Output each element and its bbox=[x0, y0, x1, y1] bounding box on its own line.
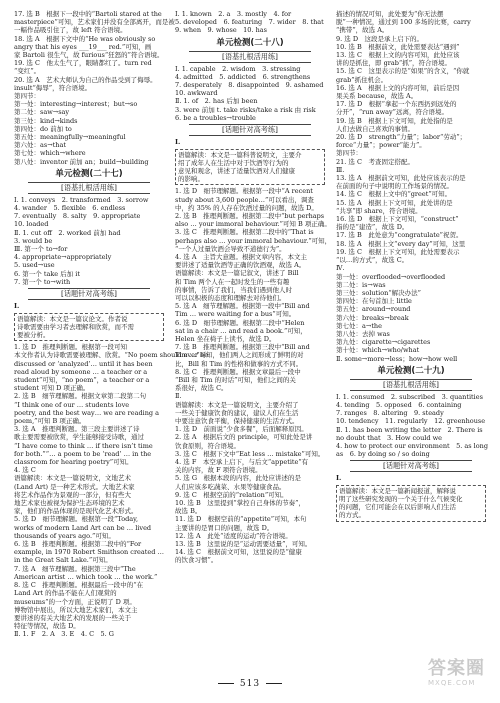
part-one-label: Ⅰ. bbox=[175, 138, 181, 147]
answer-line: 第四节： bbox=[14, 92, 40, 101]
answer-line: 饮食原则，符合语境。 bbox=[175, 441, 240, 450]
answer-line: 中要注意饮食平衡，保持健康的生活方式。 bbox=[175, 417, 299, 426]
answer-line: “I have come to think … if there isn’t time bbox=[14, 441, 153, 450]
answer-line: Ⅱ. bbox=[175, 392, 182, 401]
answer-line: 第十处：which→who/what bbox=[336, 346, 420, 355]
answer-line: 描述的情况可知，此处要为“你无法摆 bbox=[336, 10, 444, 18]
watermark-logo bbox=[428, 659, 494, 697]
answer-line: 19. 选 C 根据上下文可知，此处需要表示 bbox=[336, 247, 460, 256]
answer-line: 第三处：kind→kinds bbox=[14, 116, 78, 125]
answer-line: poem,”可知 B 项正确。 bbox=[14, 417, 86, 426]
answer-line: 20. 选 D strength“力量”；labor“劳动”； bbox=[336, 133, 467, 142]
explanation-line: 诗歌需要由学习者去理解和欣赏，而不需 bbox=[17, 322, 134, 331]
vocab-answer-line: Ⅲ. 第一个 to→for bbox=[14, 245, 68, 254]
answer-line: sat in a chair … and read a book.”可知， bbox=[175, 326, 307, 335]
answer-line: (Land Art) 是一种艺术形式。大地艺术家 bbox=[14, 482, 135, 491]
answer-line: 20. 选 A 艺术大师认为自己的作品受到了侮辱。 bbox=[14, 75, 157, 84]
section-topic-practice: [话题针对高考练] bbox=[189, 124, 311, 136]
answer-line: 人们去做自己喜欢的事情。 bbox=[336, 124, 414, 133]
explanation-line: 要被分析。 bbox=[17, 331, 50, 339]
answer-line: 1. 选 D 推理判断题。根据第一段可知 bbox=[14, 343, 128, 352]
answer-line: 7. 选 B 推理判断题。根据第三段中“Bill and bbox=[175, 343, 310, 352]
vocab-answer-line: 4. wander 5. flexible 6. endless bbox=[14, 204, 126, 213]
answer-line: student”可知，“no poem”，a teacher or a bbox=[14, 376, 150, 385]
answer-line: 特征等情况，故选 D。 bbox=[14, 622, 80, 631]
answer-line: 指的是“建造”，故选 D。 bbox=[336, 223, 409, 232]
answer-line: study about 3,600 people…”可以看出，调查 bbox=[175, 195, 314, 204]
answer-line: 要讲述的有关大地艺术的发展的一些关于 bbox=[14, 613, 131, 622]
vocab-answer-line: 7. eventually 8. salty 9. appropriate bbox=[14, 212, 141, 221]
section-vocab-practice: [语基扎根活用练] bbox=[350, 379, 472, 391]
answer-line: 系很好，故选 C。 bbox=[175, 384, 228, 393]
answer-line: 13. 选 C 根据上文的内容可知，此处应该 bbox=[336, 51, 460, 60]
answer-line: 家 Bartoli 很生气，故 furious“狂怒的”符合语境。 bbox=[14, 51, 164, 60]
explanation-line: 的问题，它们可能会在以后影响人们生活 bbox=[339, 503, 456, 512]
answer-line: 5. 选 D 细节理解题。根据第一段“Today, bbox=[14, 515, 139, 524]
answer-line: 第九处：cigarette→cigarettes bbox=[336, 338, 431, 347]
answer-line: poetry, and the best way… we are reading a bbox=[14, 408, 160, 417]
answer-line: 16. 选 A 根据上文的内容可知，前后是因 bbox=[336, 83, 460, 92]
answer-line: 10. 选 B 这里提到“掌控自己身体的节奏”， bbox=[175, 499, 305, 508]
answer-line: 2. 选 B 推理判断题。根据第二段中“but perhaps bbox=[175, 211, 325, 220]
column-middle-top-answers bbox=[175, 10, 325, 35]
answer-line: 第二处：is→was bbox=[336, 280, 386, 289]
explanation-line: 的影响。 bbox=[178, 175, 204, 184]
answer-line: in the Great Salt Lake.”可知。 bbox=[14, 556, 112, 565]
answer-line: 5. 选 A 细节理解题。根据第一段中“Bill and bbox=[175, 302, 310, 311]
answer-line: 第七处：which→where bbox=[14, 149, 86, 158]
answer-line: 12. 选 A 此处“适度的运动”符合语境。 bbox=[175, 531, 292, 540]
answer-line: 分开”，“run away”远离，符合语境。 bbox=[336, 108, 449, 117]
page-number-dash-right bbox=[266, 683, 282, 684]
answer-line: 15. 选 C 这里表示的是“如果”的含义，“你就 bbox=[336, 67, 470, 76]
answer-line: thousands of years ago.”可知。 bbox=[14, 531, 115, 540]
answer-line: 3. 选 C 推理判断题。根据第二段中的“That is bbox=[175, 228, 314, 237]
answer-line: 可以以积极的态度和理解去对待他们。 bbox=[175, 293, 286, 302]
answer-line: 第八处：去掉 was bbox=[336, 329, 390, 338]
answer-line: 6. 选 B 推理判断题。根据第二段中的“For bbox=[14, 540, 142, 549]
answer-line: 2. 选 A 根据后文的 principle，可知此处是讲 bbox=[175, 433, 313, 442]
column-left-top-answers bbox=[14, 10, 175, 166]
answer-line: 6. 选 D 细节理解题。根据第二段中“Helen bbox=[175, 318, 305, 327]
answer-line: example, in 1970 Robert Smithson created … bbox=[14, 548, 164, 557]
column-middle bbox=[175, 10, 332, 670]
watermark-main-text: 答案圈 bbox=[428, 658, 485, 679]
unit-27-title: 单元检测(二十七) bbox=[55, 168, 123, 179]
answer-line: “以…的方式”，故选 C。 bbox=[336, 256, 409, 265]
unit-28-title: 单元检测(二十八) bbox=[216, 37, 284, 48]
vocab-answers bbox=[336, 392, 489, 459]
answer-line: force“力量”；power“能力”。 bbox=[336, 141, 426, 150]
answer-line: Ⅱ. 1. F 2. A 3. E 4. C 5. G bbox=[14, 630, 115, 639]
answer-line: 果关系 because，故选 A。 bbox=[336, 92, 418, 101]
answer-line: 15. 选 A 根据上下文可知，此处讲的是 bbox=[336, 198, 453, 207]
answer-line: classroom for hearing poetry”可知。 bbox=[14, 458, 133, 467]
vocab-answer-line: as 6. by doing so / so doing bbox=[336, 450, 430, 459]
answer-line: 中，约 35% 的人存在饮酒过量的问题，故选 D。 bbox=[175, 203, 318, 212]
answer-line: 博物馆中展出，所以大地艺术家们，本文主 bbox=[14, 605, 138, 614]
answer-line: 地艺术家也被视为保护生态环境的艺术 bbox=[14, 499, 125, 508]
answer-line: 在前面的句子中说明的工作场景的情况。 bbox=[336, 182, 453, 191]
answer-line: 8. 选 C 推理判断题。根据文章最后一段中 bbox=[175, 367, 301, 376]
answer-line: “共享”即 share，符合语境。 bbox=[336, 206, 422, 215]
answer-line: 7. 选 A 细节理解题。根据第三段中“The bbox=[14, 564, 136, 573]
answer-line: Tim … were waiting for a bus”可知。 bbox=[175, 310, 296, 319]
answer-line: Tim …”可知，他们两人之间形成了鲜明的对 bbox=[175, 351, 304, 360]
answer-line: 16. 选 D 根据上下文可知，“construct” bbox=[336, 215, 459, 224]
explanation-line: 语篇解读：本文是一篇议论文。作者说 bbox=[17, 314, 128, 323]
answer-line: 11. 选 D 根据空前的“appetite”可知，本句 bbox=[175, 515, 307, 524]
answer-line: 4. 选 C bbox=[14, 466, 36, 475]
answer-line: museums”的一个方面，正说明了 D 项。 bbox=[14, 597, 136, 606]
answer-line: 3. 选 A 推理判断题。第三段主要讲述了诗 bbox=[14, 425, 140, 434]
answer-line: 19. 选 B 根据上下文可知，此处指的是 bbox=[336, 116, 453, 125]
answer-line: 14. 选 C 根据前文可知，这里说的是“健康 bbox=[175, 548, 302, 557]
vocab-answer-line: Ⅱ. 1. cut off 2. worked 前加 had bbox=[14, 228, 121, 237]
vocab-answer-line: 5. used→use bbox=[14, 261, 55, 270]
answer-line: read aloud by someone … a teacher or a bbox=[14, 367, 148, 376]
vocab-answers bbox=[14, 196, 164, 286]
explanation-line: 的方式。 bbox=[339, 511, 365, 520]
answer-line: American artist … which took … the work.” bbox=[14, 572, 158, 581]
answer-line: 语篇解读：本文是一篇说明文，主要介绍了 bbox=[175, 400, 299, 409]
vocab-answer-line: 6. 第一个 take 后加 it bbox=[14, 269, 80, 278]
answer-line: 第五处：meaningfully→meaningful bbox=[14, 133, 126, 142]
answer-line: also … your immoral behaviour.”可知 B 项正确。 bbox=[175, 220, 331, 229]
answer-line: 10. 选 B 根据前文，此处需要表达“遇到” bbox=[336, 42, 460, 51]
answer-line: 本文作者认为诗歌需要被理解、欣赏。“No poem should ever be bbox=[14, 351, 209, 360]
answer-line: 第四节： bbox=[336, 149, 362, 158]
answer-line: 人们应该多吃蔬菜、水果等健康食品。 bbox=[175, 482, 286, 491]
explanation-line: 语篇解读：本文是一篇新闻报道，解释说 bbox=[339, 486, 456, 495]
answer-line: 语篇解读：本文是一篇说明文，文地艺术 bbox=[14, 474, 131, 483]
answer-line: 9. 选 D 这段是承上启下的。 bbox=[336, 34, 424, 43]
answer-line: 4. 选 F 本空承上启下，与后文“appetite”有 bbox=[175, 458, 309, 467]
answer-line: 13. 选 B 这里说的是“运动需要适量”，可知。 bbox=[175, 540, 312, 549]
answer-line: 的饮食习惯”。 bbox=[175, 556, 218, 565]
answer-line: perhaps also … your immoral behaviour.”可知， bbox=[175, 236, 332, 245]
vocab-answer-line: Ⅰ. 1. conveys 2. transformed 3. sorrow bbox=[14, 195, 149, 204]
section-topic-practice: [话题针对高考练] bbox=[350, 460, 472, 472]
answer-line: 第四处：do 前加 to bbox=[14, 124, 72, 133]
answer-line: 9. when 9. whose 10. has bbox=[175, 26, 267, 35]
answer-line: 一些关于健康饮食的建议，建议人们在生活 bbox=[175, 408, 299, 417]
answer-line: 4. 选 A 主旨大意题。根据文章内容，本文主 bbox=[175, 252, 308, 261]
column-right-top-answers bbox=[336, 10, 486, 355]
answer-line: 第八处：inventor 前加 an；build→building bbox=[14, 157, 149, 166]
vocab-answer-line: 10. loaded bbox=[14, 220, 49, 229]
page-number-dash-left bbox=[218, 683, 234, 684]
answer-line: for both.”“… a poem to be ‘read’ … in the bbox=[14, 449, 152, 458]
passage-explanation-box bbox=[336, 485, 486, 522]
answer-line: “I think one of our … students love bbox=[14, 400, 130, 409]
answer-line: 讲的是抓住，即 grab“抓”，符合语境。 bbox=[336, 59, 452, 68]
vocab-answer-line: 4. how to protect our environment 5. as long bbox=[336, 441, 489, 450]
answer-line: “变红”。 bbox=[14, 67, 41, 76]
vocab-answer-line: Ⅰ. 1. capable 2. wisdom 3. stressing bbox=[175, 64, 301, 73]
answer-line: angry that his eyes ___19___ red.”可知，画 bbox=[14, 42, 152, 51]
answer-line: 家，他们的作品体现的是现代化艺术形式。 bbox=[14, 507, 138, 516]
answer-line: 第二处：saw→say bbox=[14, 108, 70, 117]
answer-line: 1. 选 D 细节理解题。根据第一段中“A recent bbox=[175, 187, 313, 196]
vocab-answer-line: 7. desperately 8. disappointed 9. ashamed bbox=[175, 81, 324, 90]
answer-line: 1. 选 D 前面说“少食多餐”，后面解释原因。 bbox=[175, 425, 308, 434]
answer-line: 第七处：a→the bbox=[336, 321, 382, 330]
answer-line: 故选 B。 bbox=[175, 507, 202, 516]
answer-line: 17. 选 D 根据“拿起一个东西扔到远处的 bbox=[336, 100, 457, 109]
answer-line: Helen 坐在椅子上读书，故选 D。 bbox=[175, 335, 276, 343]
answer-line: 9. 选 C 根据空前的“relation”可知。 bbox=[175, 490, 288, 499]
answer-line: Land Art 的作品不能在人们观赏的 bbox=[14, 589, 117, 598]
answer-line: 17. 选 B 根据下一段中的“Bartoli stared at the bbox=[14, 10, 162, 18]
vocab-answer-line: 7. ranges 8. altering 9. steady bbox=[336, 409, 444, 418]
answer-line: 19. 选 C 他太生气了，眼睛都红了。turn red bbox=[14, 59, 152, 68]
vocab-answer-line: no doubt that 3. How could we bbox=[336, 433, 442, 442]
explanation-line: 语篇解读：本文是一篇科普说明文，主要介 bbox=[178, 150, 302, 159]
answer-line: 歌主要需要被欣赏，学生能够接受诗歌，通过 bbox=[14, 433, 144, 442]
answer-line: 第一处：interesting→interest；but→so bbox=[14, 100, 138, 109]
answer-line: Ⅳ. bbox=[336, 264, 345, 273]
answer-line: 8. 选 C 推理判断题。根据最后一段中的“在 bbox=[14, 581, 144, 590]
column-right bbox=[336, 10, 489, 670]
vocab-answer-line: 3. were 前加 t. take risks/take a risk 由 risk bbox=[175, 105, 316, 114]
answer-line: 第三处：solution“解决办法” bbox=[336, 288, 421, 297]
answer-line: 一幅作品吸引住了，故 left 符合语境。 bbox=[14, 26, 127, 35]
answer-line: 将艺术作品作为景观的一部分，但有些大 bbox=[14, 490, 131, 499]
answer-line: 要讲述了适量饮酒等正确的饮酒观，故选 A。 bbox=[175, 261, 306, 270]
answer-line: Ⅲ. bbox=[336, 165, 345, 174]
answer-line: 主要讲的是胃口的问题，故选 D。 bbox=[175, 523, 274, 532]
part-one-label: Ⅰ. bbox=[14, 302, 20, 311]
answer-line: 5. 选 G 根据本段的内容，此处应讲述的是 bbox=[175, 474, 302, 483]
vocab-answer-line: Ⅱ. 1. has been writing the letter 2. There is bbox=[336, 425, 483, 434]
answer-line: 关的内容，故 F 项符合语境。 bbox=[175, 466, 262, 475]
answer-line: 5. developed 6. featuring 7. wider 8. that bbox=[175, 18, 324, 27]
passage-explanation-box bbox=[175, 149, 325, 186]
watermark-sub-text: MXQE.COM bbox=[428, 679, 476, 687]
answer-line: 21. 选 C 考查固定搭配。 bbox=[336, 157, 414, 166]
section-vocab-practice: [语基扎根活用练] bbox=[189, 51, 311, 63]
reading-answers bbox=[175, 187, 332, 565]
page-number bbox=[0, 680, 500, 688]
vocab-answers bbox=[175, 65, 325, 122]
answer-line: 第六处：as→that bbox=[14, 141, 66, 150]
explanation-line: 意见和观念，讲述了适量饮酒对人们健康 bbox=[178, 166, 295, 175]
vocab-answer-line: 4. admitted 5. addicted 6. strengthens bbox=[175, 72, 311, 81]
vocab-answer-line: 6. be a troubles→trouble bbox=[175, 113, 256, 122]
part-one-label: Ⅰ. bbox=[336, 474, 342, 483]
vocab-answer-line: Ⅰ. 1. consumed 2. subscribed 3. quantities bbox=[336, 392, 483, 401]
vocab-answer-line: 7. 第一个 to→with bbox=[14, 277, 71, 286]
answer-line: 第一处：overflooded→overflooded bbox=[336, 272, 446, 281]
page-number-text: 513 bbox=[239, 679, 261, 689]
answer-line: “Bill 和 Tim 的对话”可知，他们之间的关 bbox=[175, 376, 296, 385]
answer-line: 比，Bill 和 Tim 的性格和做事的方式不同。 bbox=[175, 359, 303, 368]
explanation-line: 绍了成年人在生活中对于饮酒等行为的 bbox=[178, 158, 289, 167]
answer-line: “携带”，故选 A。 bbox=[336, 26, 389, 35]
vocab-answer-line: 10. awkward bbox=[175, 89, 218, 98]
section-topic-practice: [话题针对高考练] bbox=[28, 288, 150, 300]
vocab-answer-line: 4. appropriate→appropriately bbox=[14, 253, 112, 262]
vocab-answer-line: Ⅱ. 1. of 2. has 后加 been bbox=[175, 97, 258, 106]
answer-line: grab”抓住机会。 bbox=[336, 75, 388, 84]
answer-line: discussed or ‘analyzed’… until it has been bbox=[14, 359, 153, 368]
vocab-answer-line: 10. tendency 11. regularly 12. greenhouse bbox=[336, 417, 486, 426]
answer-line: 的事情，告诉了我们，当我们遇到他人时 bbox=[175, 285, 292, 294]
answer-line: 第四处：在句首加上 little bbox=[336, 297, 412, 306]
vocab-answer-line: 4. tending 5. opposed 6. containing bbox=[336, 400, 462, 409]
explanation-line: 明了这些研究发现的一个关于什么气候变化 bbox=[339, 495, 463, 504]
answer-line: 13. 选 A 根据前文可知，此处应该表示的是 bbox=[336, 174, 466, 183]
answer-line: 语篇解读：本文是一篇记叙文，讲述了 Bill bbox=[175, 269, 299, 278]
answer-line: 第六处：breaks→break bbox=[336, 313, 409, 322]
answer-line: masterpiece”可知，艺术家们并没有全部离开，而是被 bbox=[14, 18, 175, 27]
vocab-answer-line: 3. would be bbox=[14, 236, 53, 245]
passage-explanation-box bbox=[14, 313, 164, 342]
answer-line: 脱”一种情况，通过到 100 多场的比赛，carry bbox=[336, 18, 471, 27]
answer-line: 3. 选 C 根据下文中“Eat less … mistake”可知。 bbox=[175, 449, 325, 458]
answer-line: student 可知 D 项正确。 bbox=[14, 384, 90, 393]
answer-line: insult“侮辱”，符合语境。 bbox=[14, 83, 92, 92]
answer-line: works of modern Land Art can be … lived bbox=[14, 523, 152, 532]
answer-line: “一个人过量饮酒会导致不道德行为”。 bbox=[175, 244, 286, 253]
answer-line: 17. 选 B 此处意为“congratulate”祝贺。 bbox=[336, 231, 463, 240]
answer-line: 2. 选 B 细节理解题。根据文章第二段第二句 bbox=[14, 392, 147, 401]
answer-line: 18. 选 A 根据上文“every day”可知，这里 bbox=[336, 239, 466, 248]
answer-line: 18. 选 A 根据下文中的“He was obviously so bbox=[14, 34, 156, 43]
extra-answer-line: Ⅱ. some→more→less；how→how well bbox=[336, 354, 458, 363]
answer-line: 第五处：around→round bbox=[336, 305, 411, 314]
section-vocab-practice: [语基扎根活用练] bbox=[28, 182, 150, 194]
answer-key-page bbox=[14, 10, 488, 670]
unit-29-title: 单元检测(二十九) bbox=[377, 365, 445, 376]
answer-line: 14. 选 C 根据上文中的“greet”可知。 bbox=[336, 190, 452, 199]
answer-line: 和 Tim 两个人在一起时发生的一些有趣 bbox=[175, 277, 290, 286]
answer-line: Ⅰ. 1. known 2. a 3. mostly 4. for bbox=[175, 10, 292, 18]
